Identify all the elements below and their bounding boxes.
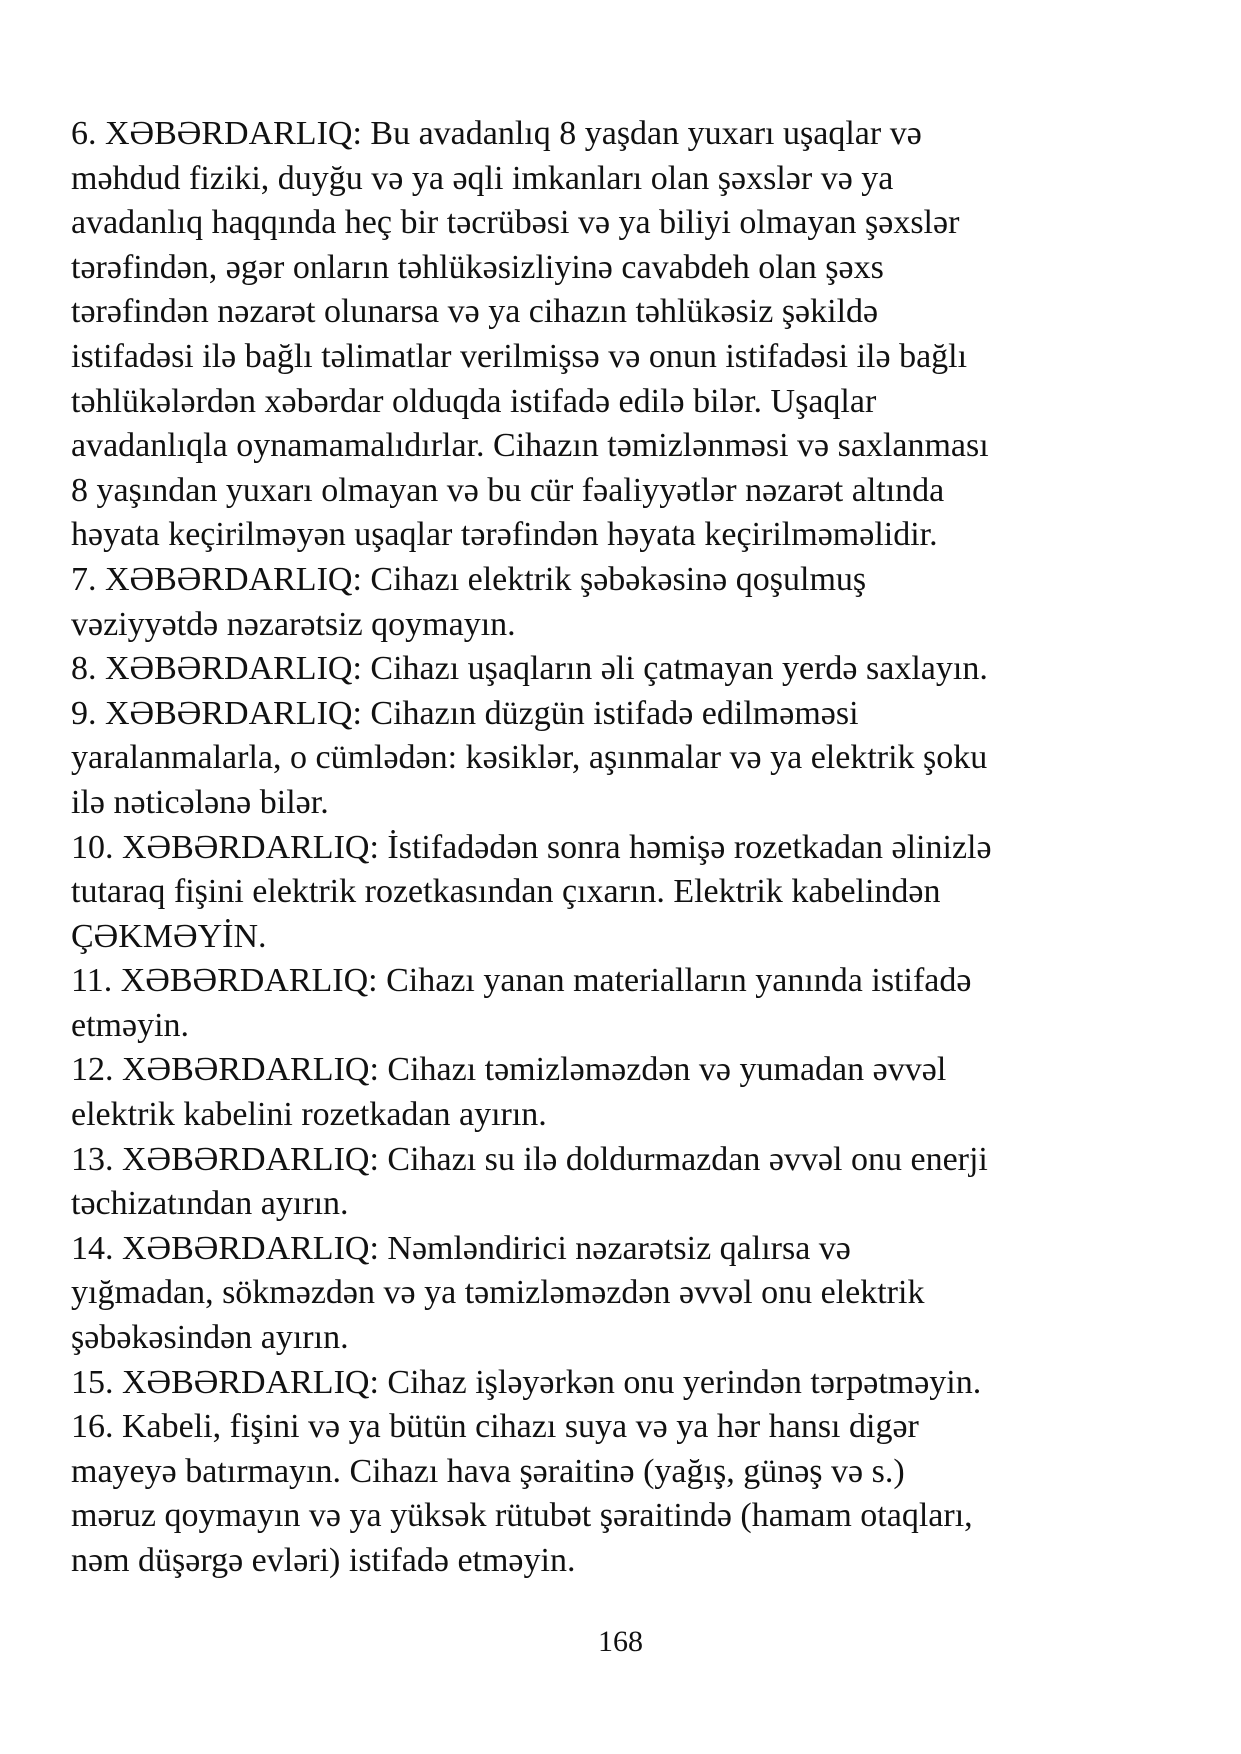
warning-item-8: 8. XƏBƏRDARLIQ: Cihazı uşaqların əli çatmayan yerdə saxlayın. — [71, 650, 988, 688]
warning-item-14: 14. XƏBƏRDARLIQ: Nəmləndirici nəzarətsiz qalırsa və yığmadan, sökməzdən və ya təmizləməzdən əvvəl onu elektrik şəbəkəsindən ayırın. — [71, 1229, 925, 1357]
warning-item-6: 6. XƏBƏRDARLIQ: Bu avadanlıq 8 yaşdan yuxarı uşaqlar və məhdud fiziki, duyğu və ya əqli imkanları olan şəxslər və ya avadanlıq haqqında heç bir təcrübəsi və ya biliyi olmayan şəxslər tərəfindən, əgər onların təhlükəsizliyinə cavabdeh olan şəxs tərəfindən nəzarət olunarsa və ya cihazın təhlükəsiz şəkildə istifadəsi ilə bağlı təlimatlar verilmişsə və onun istifadəsi ilə bağlı təhlükələrdən xəbərdar olduqda istifadə edilə bilər. Uşaqlar avadanlıqla oynamamalıdırlar. Cihazın təmizlənməsi və saxlanması 8 yaşından yuxarı olmayan və bu cür fəaliyyətlər nəzarət altında həyata keçirilməyən uşaqlar tərəfindən həyata keçirilməməlidir. — [71, 115, 989, 554]
warning-item-16: 16. Kabeli, fişini və ya bütün cihazı suya və ya hər hansı digər mayeyə batırmayın. Cihazı hava şəraitinə (yağış, günəş və s.) məruz qoymayın və ya yüksək rütubət şəraitində (hamam otaqları, nəm düşərgə evləri) istifadə etməyin. — [71, 1408, 973, 1579]
page-number: 168 — [598, 1625, 643, 1658]
warning-item-11: 11. XƏBƏRDARLIQ: Cihazı yanan materialların yanında istifadə etməyin. — [71, 962, 972, 1044]
warnings-text-block — [71, 112, 1161, 1584]
warning-item-15: 15. XƏBƏRDARLIQ: Cihaz işləyərkən onu yerindən tərpətməyin. — [71, 1363, 982, 1401]
warning-item-9: 9. XƏBƏRDARLIQ: Cihazın düzgün istifadə edilməməsi yaralanmalarla, o cümlədən: kəsiklər, aşınmalar və ya elektrik şoku ilə nəticələnə bilər. — [71, 694, 988, 821]
warning-item-7: 7. XƏBƏRDARLIQ: Cihazı elektrik şəbəkəsinə qoşulmuş vəziyyətdə nəzarətsiz qoymayın. — [71, 560, 867, 643]
warning-item-12: 12. XƏBƏRDARLIQ: Cihazı təmizləməzdən və yumadan əvvəl elektrik kabelini rozetkadan ayırın. — [71, 1051, 947, 1134]
warning-item-13: 13. XƏBƏRDARLIQ: Cihazı su ilə doldurmazdan əvvəl onu enerji təchizatından ayırın. — [71, 1140, 988, 1223]
warning-item-10: 10. XƏBƏRDARLIQ: İstifadədən sonra həmişə rozetkadan əlinizlə tutaraq fişini elektrik rozetkasından çıxarın. Elektrik kabelindən ÇƏKMƏYİN. — [71, 828, 992, 955]
